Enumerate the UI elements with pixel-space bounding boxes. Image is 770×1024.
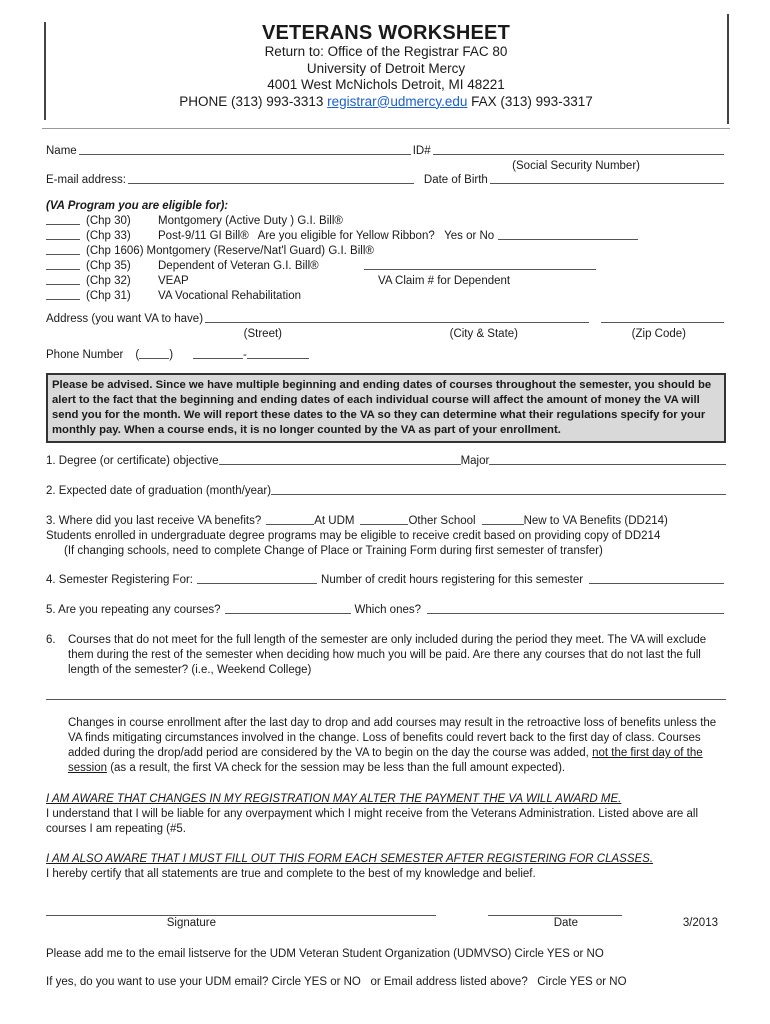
dob-field[interactable] — [490, 173, 724, 184]
return-to: Return to: Office of the Registrar FAC 80 — [264, 44, 508, 59]
va-claim-label: VA Claim # for Dependent — [378, 275, 511, 287]
repeating-field[interactable] — [225, 603, 351, 614]
q2-label: 2. Expected date of graduation (month/year) — [46, 485, 272, 497]
programs-heading: (VA Program you are eligible for): — [46, 200, 229, 212]
changes-underlined: not the first day of the session — [68, 747, 703, 774]
contact-line — [46, 94, 726, 111]
program-check-field[interactable] — [46, 259, 80, 270]
signature-field[interactable] — [46, 905, 436, 916]
degree-field[interactable] — [219, 454, 461, 465]
program-check-field[interactable] — [46, 244, 80, 255]
phone-prefix-field[interactable] — [193, 348, 243, 359]
program-name: Montgomery (Reserve/Nat'l Guard) G.I. Bill® — [146, 245, 374, 257]
header-block — [46, 22, 726, 110]
email-field[interactable] — [128, 173, 414, 184]
q4-label: 4. Semester Registering For: — [46, 574, 194, 586]
q3-transfer-note: (If changing schools, need to complete Change of Place or Training Form during first semester of transfer) — [64, 545, 603, 557]
at-udm-field[interactable] — [266, 514, 314, 525]
phone-line-field[interactable] — [247, 348, 309, 359]
signature-lines — [46, 905, 726, 916]
program-chapter: (Chp 33) — [86, 230, 131, 242]
program-item — [46, 214, 726, 229]
university-address: 4001 West McNichols Detroit, MI 48221 — [267, 77, 505, 92]
program-chapter: (Chp 32) — [86, 275, 131, 287]
credit-hours-label: Number of credit hours registering for this semester — [321, 574, 584, 586]
header-divider — [42, 128, 730, 129]
program-item — [46, 289, 726, 304]
page-title: VETERANS WORKSHEET — [261, 22, 511, 44]
va-notice-box: Please be advised. Since we have multiple beginning and ending dates of courses throughout the semester, you should be alert to the fact that the beginning and ending dates of each individual course will affect the amount of money the VA will send you for the month. We will report these dates to the VA so they can determine what their regulations specify for your monthly pay. When a course ends, it is no longer counted by the VA as part of your enrollment. — [46, 373, 726, 443]
program-check-field[interactable] — [46, 274, 80, 285]
major-label: Major — [460, 455, 490, 467]
header-right-border — [727, 14, 729, 124]
programs-list — [46, 214, 726, 304]
program-name: Dependent of Veteran G.I. Bill® — [158, 260, 319, 272]
program-chapter: (Chp 30) — [86, 215, 131, 227]
at-udm-label: At UDM — [314, 515, 355, 527]
changes-text-2: (as a result, the first VA check for the session may be less than the full amount expected). — [107, 762, 566, 774]
phone-row — [46, 348, 726, 363]
q3-note: Students enrolled in undergraduate degree programs may be eligible to receive credit based on providing copy of DD214 — [46, 530, 661, 542]
aware-text-1: I understand that I will be liable for any overpayment which I might receive from the Veterans Administration. Listed above are all courses I am repeating (#5. — [46, 808, 699, 835]
q3-label: 3. Where did you last receive VA benefits? — [46, 515, 262, 527]
aware-heading-2: I AM ALSO AWARE THAT I MUST FILL OUT THIS FORM EACH SEMESTER AFTER REGISTERING FOR CLASSES. — [46, 853, 654, 865]
question-2 — [46, 484, 726, 499]
university-name: University of Detroit Mercy — [306, 60, 466, 76]
q1-label: 1. Degree (or certificate) objective — [46, 455, 219, 467]
email-dob-row — [46, 173, 726, 188]
name-field[interactable] — [79, 144, 411, 155]
form-version: 3/2013 — [682, 917, 718, 929]
zip-caption: (Zip Code) — [631, 328, 686, 340]
other-school-label: Other School — [408, 515, 476, 527]
va-claim-field[interactable] — [364, 259, 596, 270]
new-to-va-field[interactable] — [482, 514, 524, 525]
program-chapter: (Chp 1606) — [86, 245, 144, 257]
aware-text-2: I hereby certify that all statements are true and complete to the best of my knowledge and belief. — [46, 868, 536, 880]
signature-captions — [46, 916, 726, 931]
question-4 — [46, 573, 726, 588]
q5-label: 5. Are you repeating any courses? — [46, 604, 221, 616]
other-school-field[interactable] — [360, 514, 408, 525]
ssn-note-row — [46, 159, 726, 173]
which-ones-label: Which ones? — [354, 604, 422, 616]
signature-label: Signature — [166, 917, 216, 929]
phone-dash: - — [243, 349, 247, 361]
address-row — [46, 312, 726, 327]
program-check-field[interactable] — [46, 214, 80, 225]
id-field[interactable] — [433, 144, 724, 155]
email-label: E-mail address: — [46, 174, 126, 186]
area-code-field[interactable] — [139, 348, 169, 359]
program-name: Montgomery (Active Duty ) G.I. Bill® — [158, 215, 343, 227]
program-name: Post-9/11 GI Bill® Are you eligible for Yellow Ribbon? Yes or No — [158, 230, 495, 242]
q6-answer-field[interactable] — [46, 698, 726, 700]
semester-field[interactable] — [197, 573, 317, 584]
program-name: VA Vocational Rehabilitation — [158, 290, 301, 302]
listserve-request: Please add me to the email listserve for the UDM Veteran Student Organization (UDMVSO) Circle YES or NO — [46, 948, 604, 960]
question-5 — [46, 603, 726, 618]
date-field[interactable] — [488, 905, 622, 916]
form-body — [46, 144, 726, 990]
question-6 — [46, 633, 726, 678]
credit-hours-field[interactable] — [589, 573, 724, 584]
city-state-caption: (City & State) — [449, 328, 518, 340]
program-check-field[interactable] — [46, 229, 80, 240]
address-label: Address (you want VA to have) — [46, 313, 204, 325]
phone-number: PHONE (313) 993-3313 — [179, 93, 324, 109]
program-item — [46, 229, 726, 244]
enrollment-changes-text — [46, 716, 726, 776]
program-item — [46, 244, 726, 259]
question-1 — [46, 454, 726, 469]
major-field[interactable] — [489, 454, 726, 465]
date-label: Date — [553, 917, 578, 929]
phone-label: Phone Number — [46, 349, 124, 361]
new-to-va-label: New to VA Benefits (DD214) — [523, 515, 668, 527]
zip-field[interactable] — [601, 312, 724, 323]
address-field[interactable] — [205, 312, 589, 323]
q6-text: Courses that do not meet for the full length of the semester are only included during the period they meet. The VA will exclude them during the rest of the semester when deciding how much you will be paid. Are there any courses that do not last the full length of the semester? (i.e., Weekend College) — [68, 634, 707, 676]
yellow-ribbon-field[interactable] — [498, 229, 638, 240]
graduation-date-field[interactable] — [271, 484, 726, 495]
ssn-note: (Social Security Number) — [512, 160, 640, 172]
program-check-field[interactable] — [46, 289, 80, 300]
program-chapter: (Chp 35) — [86, 260, 131, 272]
dob-label: Date of Birth — [423, 174, 488, 186]
name-label: Name — [46, 145, 77, 157]
program-item — [46, 259, 726, 274]
program-item — [46, 274, 726, 289]
id-label: ID# — [412, 145, 431, 157]
changes-text-1: Changes in course enrollment after the last day to drop and add courses may result in the retroactive loss of benefits unless the VA finds mitigating circumstances involved in the change. Loss of benefits could revert back to the first day of class. Courses added during the drop/add period are considered by the VA to begin on the day the course was added, — [68, 717, 717, 759]
fax-number: FAX (313) 993-3317 — [471, 93, 593, 109]
registrar-email-link[interactable]: registrar@udmercy.edu — [327, 93, 468, 109]
street-caption: (Street) — [243, 328, 282, 340]
aware-heading-1: I AM AWARE THAT CHANGES IN MY REGISTRATION MAY ALTER THE PAYMENT THE VA WILL AWARD ME. — [46, 793, 622, 805]
phone-close-paren: ) — [169, 349, 174, 361]
email-preference: If yes, do you want to use your UDM email? Circle YES or NO or Email address listed above? Circle YES or NO — [46, 976, 627, 988]
which-ones-field[interactable] — [427, 603, 724, 614]
name-id-row — [46, 144, 726, 159]
q6-number: 6. — [46, 634, 56, 646]
phone-open-paren: ( — [135, 349, 140, 361]
program-chapter: (Chp 31) — [86, 290, 131, 302]
program-name: VEAP — [158, 275, 189, 287]
question-3 — [46, 514, 726, 529]
address-captions — [46, 327, 726, 341]
